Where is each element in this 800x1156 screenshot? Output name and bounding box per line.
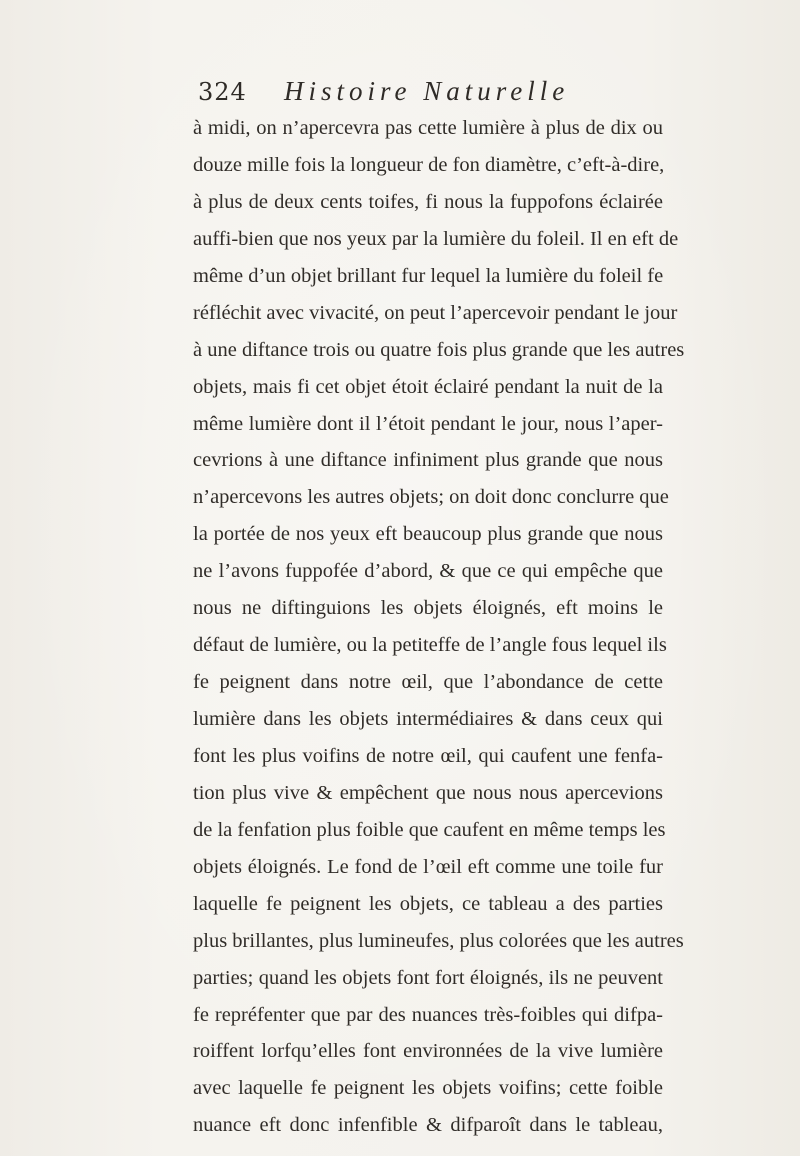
text-line: parties; quand les objets font fort éloignés, ils ne peuvent (193, 966, 663, 989)
body-text (193, 110, 685, 1144)
text-line: auffi-bien que nos yeux par la lumière du foleil. Il en eft de (193, 227, 679, 250)
text-line: tion plus vive & empêchent que nous nous apercevions (193, 781, 663, 804)
text-line: nuance eft donc infenfible & difparoît dans le tableau, (193, 1114, 663, 1137)
text-line: avec laquelle fe peignent les objets voifins; cette foible (193, 1077, 663, 1100)
text-line: à plus de deux cents toifes, fi nous la fuppofons éclairée (193, 190, 663, 213)
text-line: fe peignent dans notre œil, que l’abondance de cette (193, 671, 663, 694)
text-line: n’apercevons les autres objets; on doit donc conclurre que (193, 486, 669, 509)
text-line: même lumière dont il l’étoit pendant le jour, nous l’aper- (193, 412, 663, 435)
running-title: Histoire Naturelle (284, 76, 570, 106)
text-line: de la fenfation plus foible que caufent en même temps les (193, 818, 666, 841)
text-line: douze mille fois la longueur de fon diamètre, c’eft-à-dire, (193, 153, 665, 176)
text-line: laquelle fe peignent les objets, ce tableau a des parties (193, 892, 663, 915)
text-line: objets, mais fi cet objet étoit éclairé pendant la nuit de la (193, 375, 663, 398)
text-line: lumière dans les objets intermédiaires & dans ceux qui (193, 708, 663, 730)
text-line: ne l’avons fuppofée d’abord, & que ce qui empêche que (193, 560, 663, 583)
text-line: nous ne diftinguions les objets éloignés, eft moins le (193, 597, 663, 620)
text-line: défaut de lumière, ou la petiteffe de l’angle fous lequel ils (193, 634, 667, 657)
text-line: plus brillantes, plus lumineufes, plus colorées que les autres (193, 929, 684, 952)
text-line: roiffent lorfqu’elles font environnées de la vive lumière (193, 1040, 663, 1063)
text-line: fe repréfenter que par des nuances très-foibles qui difpa- (193, 1003, 663, 1026)
text-line: à midi, on n’apercevra pas cette lumière à plus de dix ou (193, 117, 663, 139)
text-line: font les plus voifins de notre œil, qui caufent une fenfa- (193, 744, 663, 767)
text-line: même d’un objet brillant fur lequel la lumière du foleil fe (193, 264, 664, 287)
text-line: la portée de nos yeux eft beaucoup plus grande que nous (193, 523, 663, 546)
text-line: objets éloignés. Le fond de l’œil eft comme une toile fur (193, 855, 663, 878)
text-line: à une diftance trois ou quatre fois plus grande que les autres (193, 338, 685, 361)
text-line: réfléchit avec vivacité, on peut l’apercevoir pendant le jour (193, 301, 678, 324)
page-header (198, 76, 668, 108)
page-number: 324 (198, 78, 247, 106)
text-line: cevrions à une diftance infiniment plus grande que nous (193, 449, 663, 472)
